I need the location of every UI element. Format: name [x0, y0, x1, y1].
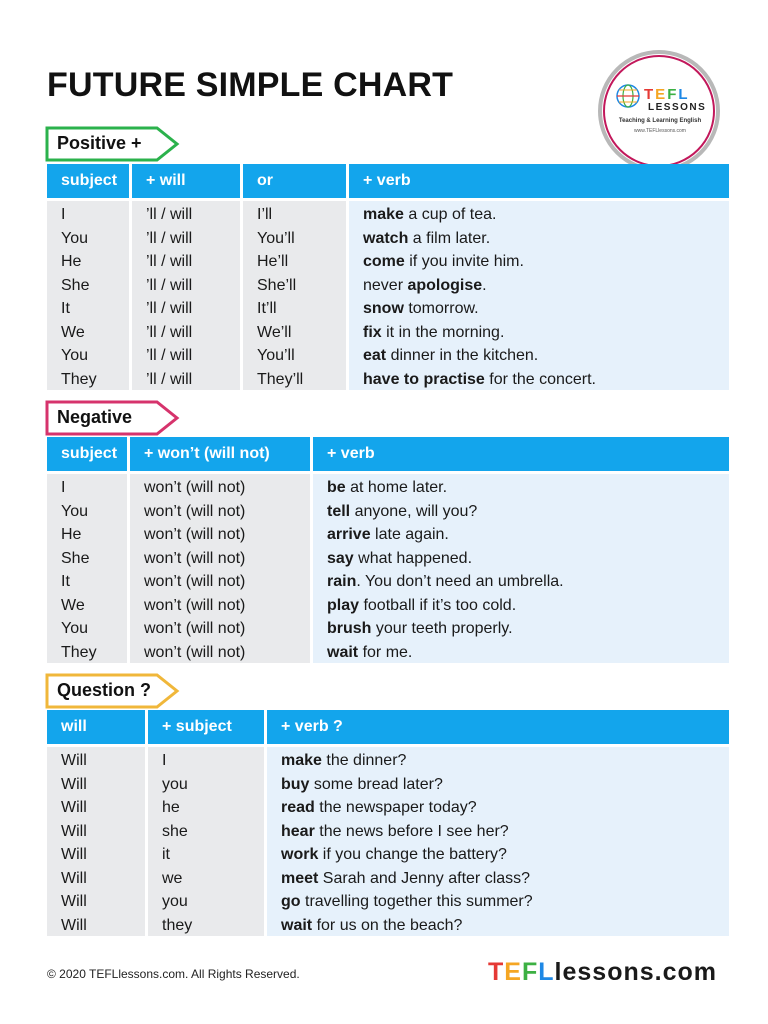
verb-phrase	[349, 321, 729, 345]
phrase-rest: late again.	[370, 526, 449, 543]
subject-cell: You	[61, 229, 88, 247]
will-cell: ’ll / will	[146, 323, 193, 341]
phrase-rest: for me.	[358, 643, 413, 661]
phrase-rest: Sarah and Jenny after class?	[318, 869, 531, 887]
will-cell: Will	[61, 869, 87, 887]
header-subject: subject	[47, 437, 127, 471]
logo-lessons-text: LESSONS	[648, 102, 707, 113]
verb-phrase	[313, 594, 729, 618]
verb-phrase	[267, 890, 729, 914]
subject-cell: You	[61, 347, 88, 364]
subject-cell: I	[61, 206, 66, 223]
main-verb: snow	[363, 300, 404, 317]
will-cell: Will	[61, 916, 87, 934]
subject-cell: I	[61, 479, 66, 496]
verb-phrase	[267, 820, 729, 844]
main-verb: meet	[281, 869, 319, 887]
contraction-cell: It’ll	[257, 300, 277, 317]
verb-phrase	[349, 297, 729, 321]
verb-phrase	[313, 523, 729, 547]
logo-tefl-text: TEFL	[644, 86, 690, 103]
verb-phrase	[267, 867, 729, 891]
main-verb: watch	[363, 229, 409, 247]
subject-cell: They	[61, 643, 97, 661]
subject-cell: She	[61, 276, 90, 294]
subject-cell: we	[162, 869, 183, 887]
subject-cell: She	[61, 549, 90, 567]
verb-phrase	[313, 476, 729, 500]
verb-phrase	[349, 250, 729, 274]
phrase-rest: anyone, will you?	[350, 502, 478, 520]
main-verb: wait	[327, 643, 359, 661]
will-cell: Will	[61, 846, 87, 863]
subject-cell: he	[162, 799, 180, 816]
verb-phrase	[267, 843, 729, 867]
verb-phrase	[313, 641, 729, 665]
will-cell: Will	[61, 893, 87, 910]
wont-cell: won’t (will not)	[144, 596, 246, 614]
tefl-logo	[598, 50, 720, 172]
will-cell: Will	[61, 775, 87, 793]
negative-table	[47, 437, 729, 663]
phrase-rest: the news before I see her?	[314, 822, 509, 840]
positive-table	[47, 164, 729, 390]
header-subject: subject	[47, 164, 129, 198]
main-verb: say	[327, 549, 354, 567]
negative-label: Negative	[57, 407, 133, 427]
wont-cell: won’t (will not)	[144, 643, 246, 661]
phrase-rest: what happened.	[353, 549, 473, 567]
footer-brand-logo: TEFLlessons.com	[488, 958, 717, 986]
phrase-rest: it in the morning.	[381, 323, 505, 341]
header-verb: + verb ?	[267, 710, 729, 744]
verb-phrase	[349, 274, 729, 298]
subject-cell: He	[61, 253, 82, 270]
verb-phrase	[267, 796, 729, 820]
subject-cell: They	[61, 370, 97, 388]
main-verb: brush	[327, 620, 372, 637]
subject-cell: she	[162, 822, 188, 840]
phrase-rest: the newspaper today?	[314, 799, 477, 816]
phrase-rest: a cup of tea.	[403, 206, 497, 223]
contraction-cell: They’ll	[257, 370, 304, 388]
main-verb: fix	[363, 323, 382, 341]
question-table	[47, 710, 729, 936]
subject-cell: it	[162, 846, 170, 863]
contraction-cell: He’ll	[257, 253, 289, 270]
phrase-rest: the dinner?	[321, 752, 407, 769]
phrase-rest: a film later.	[408, 229, 491, 247]
subject-cell: It	[61, 300, 70, 317]
verb-phrase	[313, 500, 729, 524]
wont-cell: won’t (will not)	[144, 526, 246, 543]
header-will: + will	[132, 164, 240, 198]
positive-section-tag	[45, 126, 181, 162]
will-cell: ’ll / will	[146, 300, 193, 317]
subject-cell: We	[61, 323, 85, 341]
will-cell: ’ll / will	[146, 276, 193, 294]
subject-cell: I	[162, 752, 167, 769]
main-verb: make	[363, 206, 404, 223]
main-verb: go	[281, 893, 301, 910]
phrase-rest: at home later.	[345, 479, 448, 496]
verb-phrase	[349, 344, 729, 368]
verb-phrase	[349, 227, 729, 251]
copyright-notice: © 2020 TEFLlessons.com. All Rights Reserved.	[47, 967, 300, 981]
contraction-cell: You’ll	[257, 347, 295, 364]
will-cell: ’ll / will	[146, 347, 193, 364]
contraction-cell: We’ll	[257, 323, 292, 341]
phrase-rest: if you invite him.	[404, 253, 524, 270]
phrase-rest: for us on the beach?	[312, 916, 463, 934]
main-verb: wait	[281, 916, 313, 934]
will-cell: ’ll / will	[146, 229, 193, 247]
verb-phrase	[313, 570, 729, 594]
main-verb: read	[281, 799, 315, 816]
phrase-rest: for the concert.	[484, 370, 596, 388]
header-verb: + verb	[313, 437, 729, 471]
main-verb: eat	[363, 347, 387, 364]
phrase-rest: .	[482, 276, 487, 294]
phrase-rest: football if it’s too cold.	[359, 596, 517, 614]
main-verb: hear	[281, 822, 315, 840]
main-verb: have to practise	[363, 370, 485, 388]
will-cell: ’ll / will	[146, 253, 193, 270]
will-cell: ’ll / will	[146, 206, 193, 223]
phrase-rest: travelling together this summer?	[300, 893, 533, 910]
verb-phrase	[267, 914, 729, 938]
wont-cell: won’t (will not)	[144, 549, 246, 567]
positive-label: Positive +	[57, 133, 142, 153]
wont-cell: won’t (will not)	[144, 502, 246, 520]
subject-cell: He	[61, 526, 82, 543]
main-verb: come	[363, 253, 405, 270]
will-cell: ’ll / will	[146, 370, 193, 388]
verb-phrase	[313, 547, 729, 571]
will-cell: Will	[61, 822, 87, 840]
logo-tagline: Teaching & Learning English	[618, 118, 702, 124]
main-verb: work	[281, 846, 319, 863]
subject-cell: We	[61, 596, 85, 614]
will-cell: Will	[61, 799, 87, 816]
negative-section-tag	[45, 400, 181, 436]
verb-phrase	[349, 203, 729, 227]
header-will: will	[47, 710, 145, 744]
main-verb: be	[327, 479, 346, 496]
phrase-rest: tomorrow.	[403, 300, 479, 317]
subject-cell: they	[162, 916, 193, 934]
phrase-rest: some bread later?	[309, 775, 443, 793]
phrase-rest: if you change the battery?	[318, 846, 507, 863]
phrase-rest: your teeth properly.	[371, 620, 513, 637]
main-verb: play	[327, 596, 360, 614]
will-cell: Will	[61, 752, 87, 769]
logo-url: www.TEFLlessons.com	[634, 128, 686, 134]
subject-cell: You	[61, 502, 88, 520]
main-verb: tell	[327, 502, 351, 520]
main-verb: make	[281, 752, 322, 769]
phrase-rest: dinner in the kitchen.	[386, 347, 539, 364]
contraction-cell: She’ll	[257, 276, 297, 294]
verb-phrase	[267, 749, 729, 773]
subject-cell: You	[61, 620, 88, 637]
wont-cell: won’t (will not)	[144, 620, 246, 637]
question-label: Question ?	[57, 680, 151, 700]
page-title: FUTURE SIMPLE CHART	[47, 66, 454, 104]
verb-phrase	[267, 773, 729, 797]
header-verb: + verb	[349, 164, 729, 198]
subject-cell: you	[162, 893, 188, 910]
contraction-cell: I’ll	[257, 206, 273, 223]
phrase-rest: . You don’t need an umbrella.	[356, 573, 564, 590]
contraction-cell: You’ll	[257, 229, 295, 247]
main-verb: arrive	[327, 526, 371, 543]
subject-cell: you	[162, 775, 188, 793]
main-verb: rain	[327, 573, 357, 590]
question-section-tag	[45, 673, 181, 709]
phrase-prefix: never	[363, 276, 408, 294]
verb-phrase	[313, 617, 729, 641]
subject-cell: It	[61, 573, 70, 590]
verb-phrase	[349, 368, 729, 392]
wont-cell: won’t (will not)	[144, 479, 246, 496]
header-wont: + won’t (will not)	[130, 437, 310, 471]
header-or: or	[243, 164, 346, 198]
header-subject: + subject	[148, 710, 264, 744]
main-verb: buy	[281, 775, 310, 793]
wont-cell: won’t (will not)	[144, 573, 246, 590]
main-verb: apologise	[407, 276, 483, 294]
